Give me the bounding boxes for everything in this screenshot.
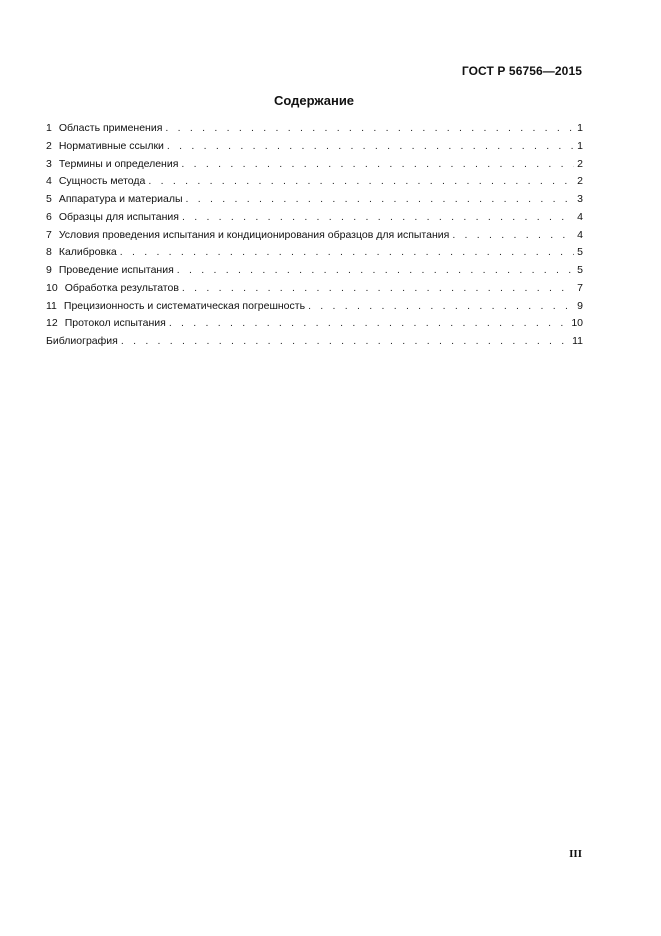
dot-leader (177, 262, 574, 280)
toc-entry-title: Условия проведения испытания и кондиционирования образцов для испытания (58, 228, 450, 241)
toc-entry-number: 10 (46, 281, 58, 294)
toc-entry-page: 2 (577, 175, 583, 188)
toc-entry[interactable] (46, 120, 583, 138)
toc-entry-page: 7 (577, 281, 583, 294)
toc-entry-page: 4 (577, 210, 583, 223)
toc-entry-title: Нормативные ссылки (58, 139, 164, 152)
dot-leader (308, 298, 574, 316)
toc-entry-title: Образцы для испытания (58, 210, 179, 223)
toc-entry-number: 6 (46, 210, 52, 223)
toc-entry-page: 11 (572, 335, 583, 347)
standard-id: ГОСТ Р 56756—2015 (461, 64, 582, 78)
toc-entry-title: Проведение испытания (58, 264, 174, 276)
toc-entry[interactable] (46, 315, 583, 333)
toc-entry[interactable] (46, 262, 583, 280)
toc-entry-title: Аппаратура и материалы (58, 193, 183, 205)
toc-entry-page: 1 (577, 122, 583, 134)
dot-leader (120, 244, 574, 262)
toc-entry[interactable] (46, 298, 583, 316)
toc-entry-page: 4 (577, 228, 583, 241)
toc-entry[interactable] (46, 191, 583, 209)
toc-entry-page: 2 (577, 157, 583, 170)
toc-entry-number: 7 (46, 228, 52, 241)
toc-entry-page: 5 (577, 264, 583, 276)
toc-entry-number: 9 (46, 264, 52, 276)
toc-entry[interactable] (46, 209, 583, 227)
toc-title: Содержание (273, 93, 355, 108)
toc-entry-title: Прецизионность и систематическая погрешность (63, 299, 306, 312)
toc-entry[interactable] (46, 138, 583, 156)
toc-entry-title: Обработка результатов (64, 281, 179, 294)
dot-leader (167, 138, 574, 156)
toc-entry-title: Протокол испытания (64, 317, 166, 330)
toc-entry-bibliography[interactable] (46, 333, 583, 351)
toc-entry-number: 5 (46, 193, 52, 205)
toc-entry-number: 12 (46, 317, 58, 330)
dot-leader (182, 280, 574, 298)
toc-entry-number: 4 (46, 175, 52, 188)
dot-leader (186, 191, 575, 209)
toc-entry-number: 8 (46, 246, 52, 259)
toc-entry-page: 3 (577, 193, 583, 205)
toc-entry-title: Калибровка (58, 246, 117, 259)
dot-leader (148, 173, 574, 191)
toc-entry-number: 3 (46, 157, 52, 170)
toc-entry-number: 2 (46, 139, 52, 152)
toc-entry[interactable] (46, 156, 583, 174)
toc-entry-number: 11 (46, 299, 57, 312)
table-of-contents (46, 120, 583, 351)
dot-leader (165, 120, 574, 138)
dot-leader (452, 227, 574, 245)
toc-entry-page: 5 (577, 246, 583, 259)
toc-entry-page: 10 (571, 317, 583, 330)
toc-entry[interactable] (46, 173, 583, 191)
toc-entry[interactable] (46, 280, 583, 298)
toc-entry-page: 1 (577, 139, 583, 152)
page-number: III (569, 848, 582, 860)
toc-entry[interactable] (46, 244, 583, 262)
toc-entry-number: 1 (46, 122, 52, 134)
toc-entry[interactable] (46, 227, 583, 245)
toc-entry-page: 9 (577, 299, 583, 312)
toc-entry-title: Область применения (58, 122, 163, 134)
toc-entry-title: Сущность метода (58, 175, 146, 188)
dot-leader (182, 209, 574, 227)
toc-entry-title: Термины и определения (58, 157, 179, 170)
toc-entry-title: Библиография (46, 335, 118, 347)
dot-leader (121, 333, 569, 351)
dot-leader (181, 156, 574, 174)
dot-leader (169, 315, 569, 333)
